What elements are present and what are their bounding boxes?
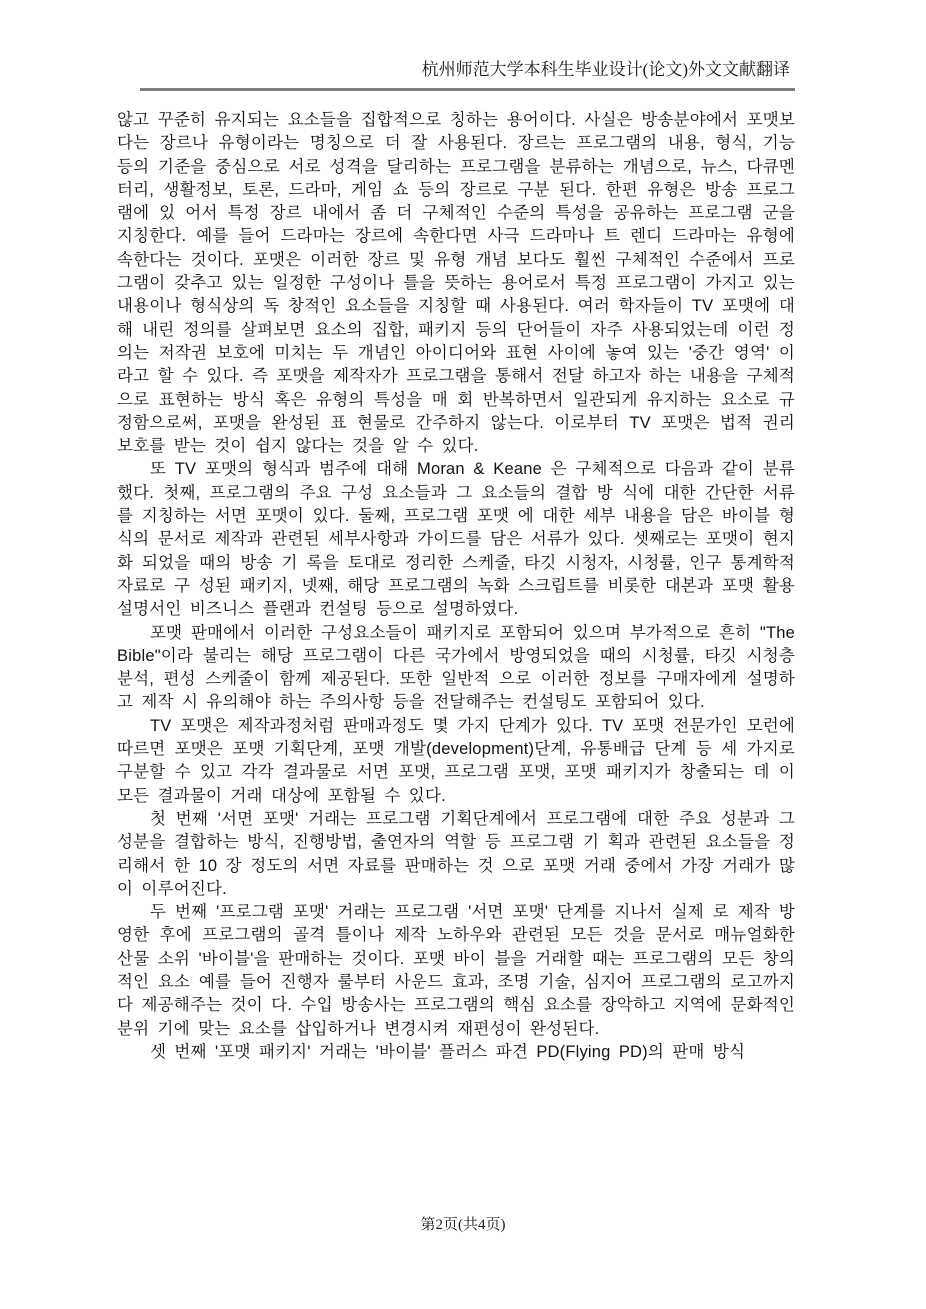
paragraph-format-sale-package: 포맷 판매에서 이러한 구성요소들이 패키지로 포함되어 있으며 부가적으로 흔히 "The Bible"이라 불리는 해당 프로그램이 다른 국가에서 방영되었을 때의 시청률, 타깃 시청층 분석, 편성 스케줄이 함께 제공된다. 또한 일반적 으로 이러한 정보를 구매자에게 설명하고 제작 시 유의해야 하는 주의사항 등을 전달해주는 컨설팅도 포함되어 있다. — [117, 623, 795, 712]
paragraph-second-program-format-trade: 두 번째 '프로그램 포맷' 거래는 프로그램 '서면 포맷' 단계를 지나서 실제 로 제작 방영한 후에 프로그램의 골격 틀이나 제작 노하우와 관련된 모든 것을 문서로 매뉴얼화한 산물 소위 '바이블'을 판매하는 것이다. 포맷 바이 블을 거래할 때는 프로그램의 모든 창의적인 요소 예를 들어 진행자 룰부터 사운드 효과, 조명 기술, 심지어 프로그램의 로고까지 다 제공해주는 것이 다. 수입 방송사는 프로그램의 핵심 요소를 장악하고 지역에 문화적인 분위 기에 맞는 요소를 삽입하거나 변경시켜 재편성이 완성된다. — [117, 903, 795, 1038]
document-body — [117, 109, 795, 1064]
paragraph-third-format-package-trade: 셋 번째 '포맷 패키지' 거래는 '바이블' 플러스 파견 PD(Flying PD)의 판매 방식 — [150, 1042, 746, 1061]
paragraph-moran-keane-classification: 또 TV 포맷의 형식과 범주에 대해 Moran & Keane 은 구체적으로 다음과 같이 분류했다. 첫째, 프로그램의 주요 구성 요소들과 그 요소들의 결합 방 식에 대한 간단한 서류를 지칭하는 서면 포맷이 있다. 둘째, 프로그램 포맷 에 대한 세부 내용을 담은 바이블 형식의 문서로 제작과 관련된 세부사항과 가이드를 담은 서류가 있다. 셋째로는 포맷이 현지화 되었을 때의 방송 기 록을 토대로 정리한 스케줄, 타깃 시청자, 시청률, 인구 통계학적 자료로 구 성된 패키지, 넷째, 해당 프로그램의 녹화 스크립트를 비롯한 대본과 포맷 활용 설명서인 비즈니스 플랜과 컨설팅 등으로 설명하였다. — [117, 460, 795, 619]
header-rule-divider — [140, 88, 795, 91]
paragraph-format-sale-stages: TV 포맷은 제작과정처럼 판매과정도 몇 가지 단계가 있다. TV 포맷 전문가인 모런에 따르면 포맷은 포맷 기획단계, 포맷 개발(development)단계, 유통배급 단계 등 세 가지로 구분할 수 있고 각각 결과물로 서면 포맷, 프로그램 포맷, 포맷 패키지가 창출되는 데 이 모든 결과물이 거래 대상에 포함될 수 있다. — [117, 716, 795, 805]
paragraph-first-paper-format-trade: 첫 번째 '서면 포맷' 거래는 프로그램 기획단계에서 프로그램에 대한 주요 성분과 그 성분을 결합하는 방식, 진행방법, 출연자의 역할 등 프로그램 기 획과 관련된 요소들을 정리해서 한 10 장 정도의 서면 자료를 판매하는 것 으로 포맷 거래 중에서 가장 거래가 많이 이루어진다. — [117, 809, 795, 898]
header-title: 杭州师范大学本科生毕业设计(论文)外文文献翻译 — [421, 60, 790, 79]
page-number: 第2页(共4页) — [420, 1217, 506, 1233]
paragraph-continuation: 않고 꾸준히 유지되는 요소들을 집합적으로 칭하는 용어이다. 사실은 방송분야에서 포맷보다는 장르나 유형이라는 명칭으로 더 잘 사용된다. 장르는 프로그램의 내용, 형식, 기능 등의 기준을 중심으로 서로 성격을 달리하는 프로그램을 분류하는 개념으로, 뉴스, 다큐멘터리, 생활정보, 토론, 드라마, 게임 쇼 등의 장르로 구분 된다. 한편 유형은 방송 프로그램에 있 어서 특정 장르 내에서 좀 더 구체적인 수준의 특성을 공유하는 프로그램 군을 지칭한다. 예를 들어 드라마는 장르에 속한다면 사극 드라마나 트 렌디 드라마는 유형에 속한다는 것이다. 포맷은 이러한 장르 및 유형 개념 보다도 훨씬 구체적인 수준에서 프로그램이 갖추고 있는 일정한 구성이나 틀을 뜻하는 용어로서 특정 프로그램이 가지고 있는 내용이나 형식상의 독 창적인 요소들을 지칭할 때 사용된다. 여러 학자들이 TV 포맷에 대해 내린 정의를 살펴보면 요소의 집합, 패키지 등의 단어들이 자주 사용되었는데 이런 정의는 저작권 보호에 미치는 두 개념인 아이디어와 표현 사이에 놓여 있는 '중간 영역' 이라고 할 수 있다. 즉 포맷을 제작자가 프로그램을 통해서 전달 하고자 하는 내용을 구체적으로 표현하는 방식 혹은 유형의 특성을 매 회 반복하면서 일관되게 유지하는 요소로 규정함으로써, 포맷을 완성된 표 현물로 간주하지 않는다. 이로부터 TV 포맷은 법적 권리 보호를 받는 것이 쉽지 않다는 것을 알 수 있다. — [117, 111, 795, 456]
